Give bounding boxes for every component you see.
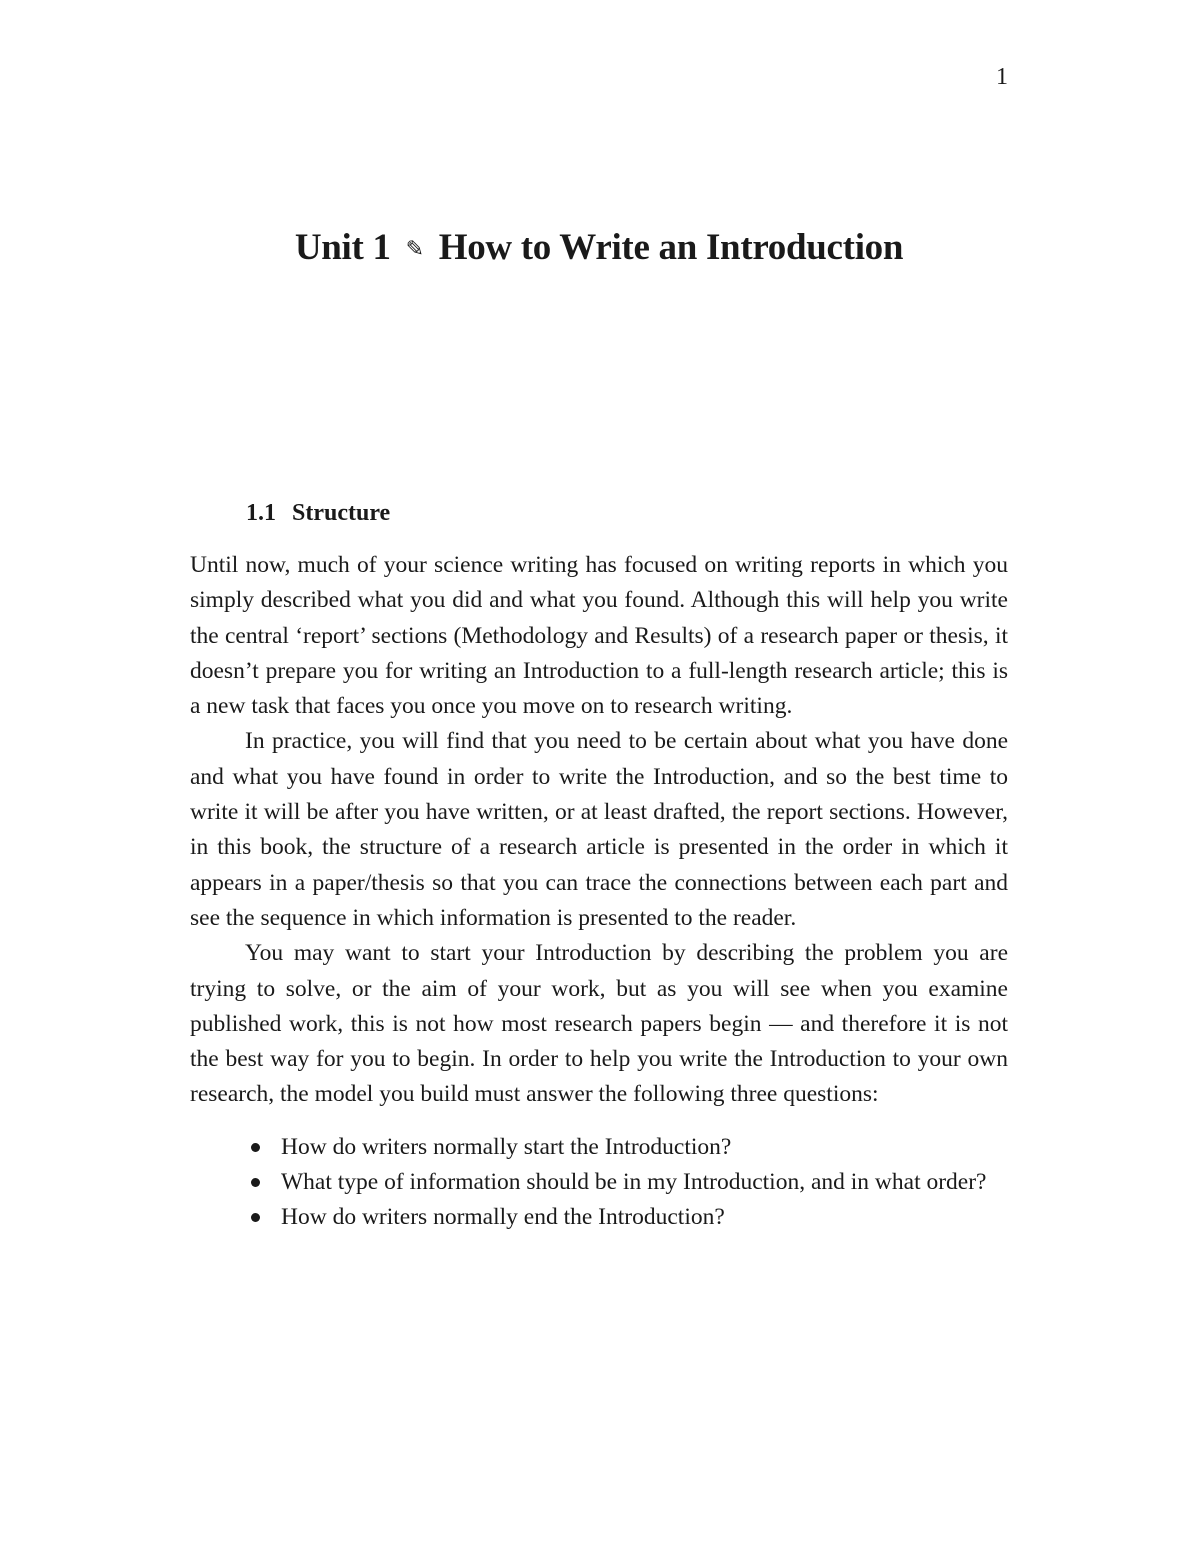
list-item-text: What type of information should be in my Introduction, and in what order? bbox=[281, 1169, 987, 1196]
section-heading bbox=[246, 500, 390, 527]
section-number: 1.1 bbox=[246, 500, 276, 526]
list-item bbox=[190, 1165, 1008, 1200]
list-item-text: How do writers normally end the Introduction? bbox=[281, 1204, 725, 1231]
list-item bbox=[190, 1130, 1008, 1165]
chapter-title-text: How to Write an Introduction bbox=[438, 227, 904, 268]
unit-label: Unit 1 bbox=[294, 227, 391, 268]
list-item bbox=[190, 1200, 1008, 1235]
list-item-text: How do writers normally start the Introduction? bbox=[281, 1133, 732, 1160]
bullet-icon bbox=[251, 1213, 260, 1222]
page-number: 1 bbox=[996, 64, 1008, 90]
chapter-title bbox=[190, 226, 1008, 269]
bullet-icon bbox=[251, 1143, 260, 1152]
section-title: Structure bbox=[292, 500, 391, 526]
question-list bbox=[190, 1130, 1008, 1236]
body-text bbox=[190, 548, 1008, 1236]
pencil-icon: ✎ bbox=[405, 236, 424, 261]
paragraph: Until now, much of your science writing has focused on writing reports in which you simply described what you did and what you found. Although this will help you write the central ‘report’ sections (Methodology and Results) of a research paper or thesis, it doesn’t prepare you for writing an Introduction to a full-length research article; this is a new task that faces you once you move on to research writing. bbox=[190, 552, 1008, 720]
paragraph: You may want to start your Introduction by describing the problem you are trying to solve, or the aim of your work, but as you will see when you examine published work, this is not how most research papers begin — and therefore it is not the best way for you to begin. In order to help you write the Introduction to your own research, the model you build must answer the following three questions: bbox=[190, 940, 1008, 1108]
paragraph: In practice, you will find that you need to be certain about what you have done and what you have found in order to write the Introduction, and so the best time to write it will be after you have written, or at least drafted, the report sections. However, in this book, the structure of a research article is presented in the order in which it appears in a paper/thesis so that you can trace the connections between each part and see the sequence in which information is presented to the reader. bbox=[190, 728, 1008, 931]
bullet-icon bbox=[251, 1178, 260, 1187]
